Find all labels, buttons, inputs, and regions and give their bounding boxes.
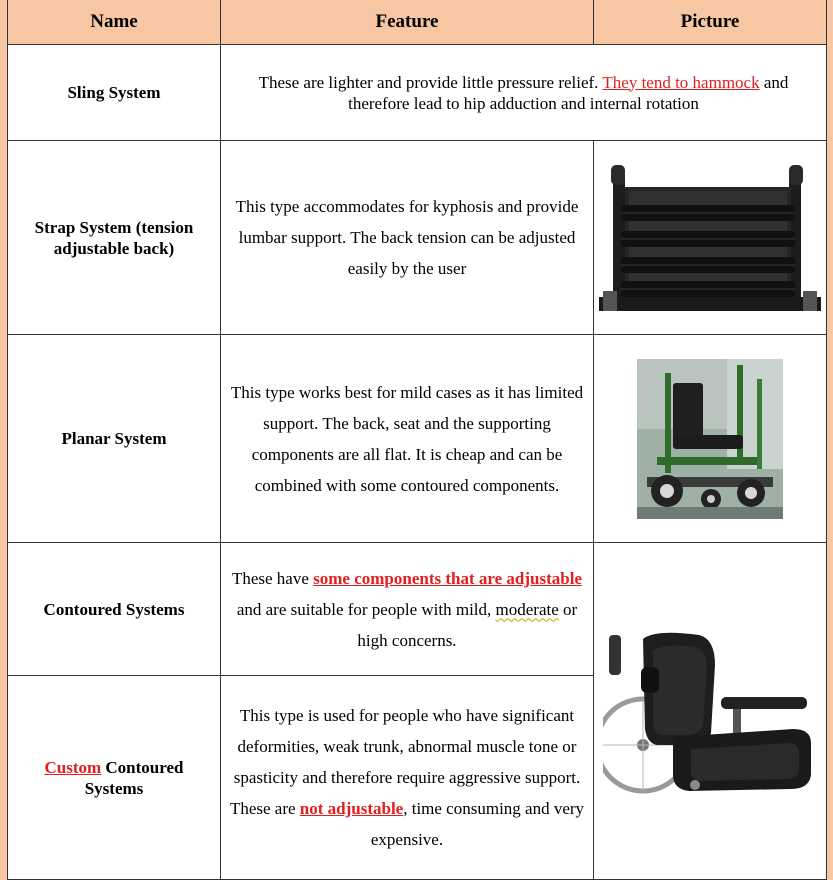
row-picture-strap bbox=[594, 141, 827, 335]
feature-text: and are suitable for people with mild, bbox=[236, 599, 496, 619]
feature-emphasis: They tend to hammock bbox=[602, 72, 760, 92]
seating-systems-table bbox=[7, 0, 827, 880]
table-row bbox=[8, 543, 827, 676]
feature-text: These have bbox=[231, 568, 314, 588]
row-name-sling: Sling System bbox=[8, 45, 221, 141]
header-row bbox=[8, 0, 827, 45]
name-text: Contoured Systems bbox=[84, 757, 184, 798]
header-name: Name bbox=[8, 0, 221, 45]
feature-emphasis: some components that are adjustable bbox=[313, 568, 583, 588]
row-feature-contoured bbox=[221, 543, 594, 676]
planar-wheelchair-image bbox=[637, 359, 783, 519]
feature-text: , time consuming and very expensive. bbox=[370, 799, 585, 849]
name-emphasis: Custom bbox=[44, 757, 102, 777]
row-name-contoured: Contoured Systems bbox=[8, 543, 221, 676]
row-feature-sling bbox=[221, 45, 827, 141]
feature-text: or high concerns. bbox=[357, 599, 578, 650]
table-row bbox=[8, 45, 827, 141]
header-feature: Feature bbox=[221, 0, 594, 45]
row-name-planar: Planar System bbox=[8, 335, 221, 543]
feature-text: and therefore lead to hip adduction and internal rotation bbox=[348, 72, 789, 113]
row-picture-planar bbox=[594, 335, 827, 543]
feature-spellcheck-word: moderate bbox=[495, 599, 559, 619]
feature-text: These are lighter and provide little pressure relief. bbox=[258, 72, 603, 92]
row-picture-contoured bbox=[594, 543, 827, 880]
feature-text: This type is used for people who have significant deformities, weak trunk, abnormal muscle tone or spasticity and therefore require aggressive support. These are bbox=[229, 706, 581, 818]
feature-emphasis: not adjustable bbox=[299, 799, 404, 818]
table-row bbox=[8, 141, 827, 335]
row-name-strap: Strap System (tension adjustable back) bbox=[8, 141, 221, 335]
row-feature-strap: This type accommodates for kyphosis and provide lumbar support. The back tension can be adjusted easily by the user bbox=[221, 141, 594, 335]
contoured-wheelchair-image bbox=[603, 625, 817, 797]
table-row bbox=[8, 335, 827, 543]
row-feature-custom-contoured bbox=[221, 676, 594, 880]
header-picture: Picture bbox=[594, 0, 827, 45]
strap-wheelchair-back-image bbox=[599, 165, 821, 311]
row-name-custom-contoured bbox=[8, 676, 221, 880]
row-feature-planar: This type works best for mild cases as it has limited support. The back, seat and the supporting components are all flat. It is cheap and can be combined with some contoured components. bbox=[221, 335, 594, 543]
